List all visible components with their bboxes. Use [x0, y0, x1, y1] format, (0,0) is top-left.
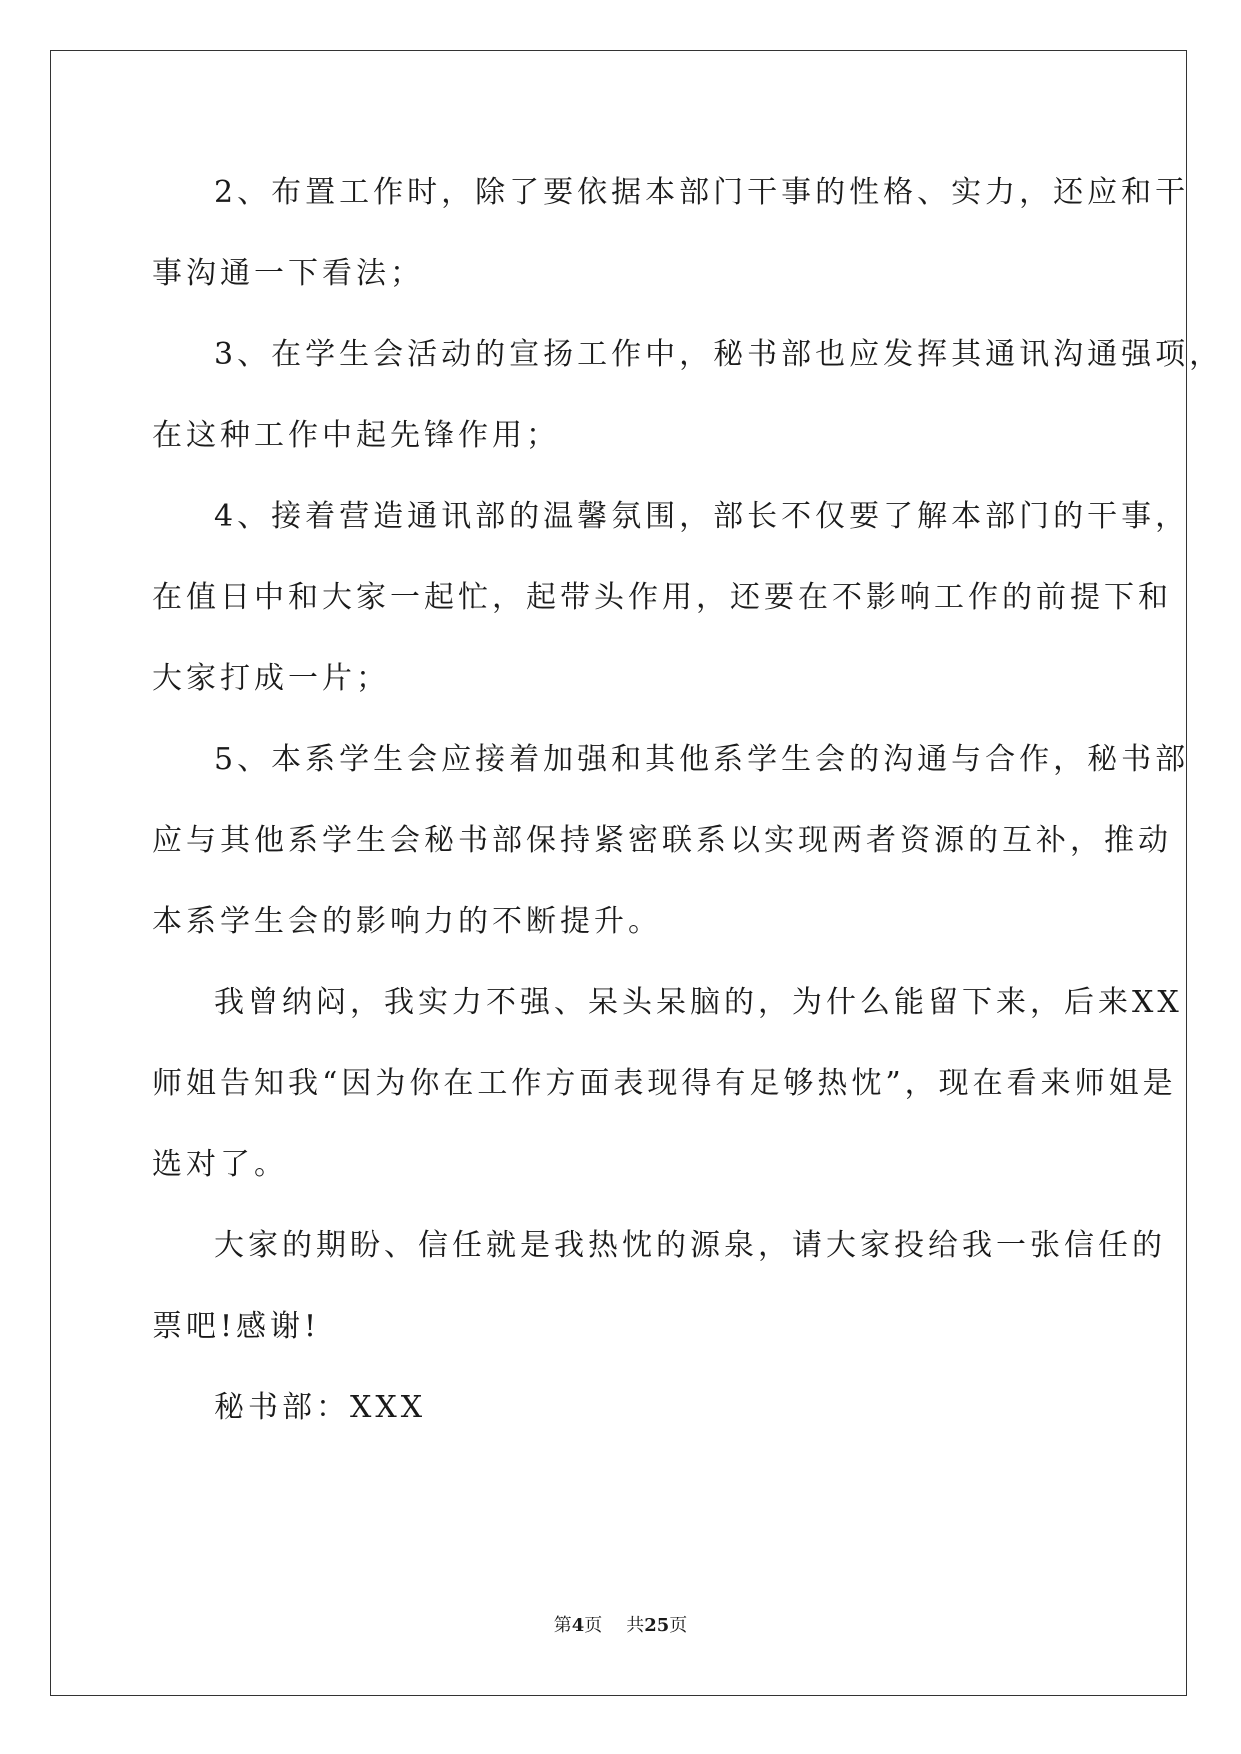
paragraph-line: 在值日中和大家一起忙，起带头作用，还要在不影响工作的前提下和: [152, 580, 1172, 615]
paragraph-line: 事沟通一下看法；: [152, 256, 424, 291]
paragraph-line: 大家的期盼、信任就是我热忱的源泉，请大家投给我一张信任的: [214, 1228, 1166, 1263]
total-label-prefix: 共: [626, 1615, 645, 1636]
total-label-suffix: 页: [669, 1615, 688, 1636]
paragraph-line: 师姐告知我“因为你在工作方面表现得有足够热忱”，现在看来师姐是: [152, 1066, 1177, 1101]
total-pages: 25: [644, 1615, 670, 1636]
paragraph-line: 应与其他系学生会秘书部保持紧密联系以实现两者资源的互补，推动: [152, 823, 1172, 858]
paragraph-line: 2、布置工作时，除了要依据本部门干事的性格、实力，还应和干: [214, 175, 1190, 210]
document-body: [152, 163, 1224, 1459]
paragraph-line: 本系学生会的影响力的不断提升。: [152, 904, 662, 939]
paragraph-line: 4、接着营造通讯部的温馨氛围，部长不仅要了解本部门的干事，: [214, 499, 1190, 534]
page-number: 4: [571, 1615, 585, 1636]
paragraph-line: 3、在学生会活动的宣扬工作中，秘书部也应发挥其通讯沟通强项，: [214, 337, 1224, 372]
page-label-prefix: 第: [553, 1615, 572, 1636]
signature-line: 秘书部：XXX: [214, 1390, 427, 1425]
paragraph-line: 选对了。: [152, 1147, 288, 1182]
page-footer: [0, 1614, 1241, 1638]
paragraph-line: 我曾纳闷，我实力不强、呆头呆脑的，为什么能留下来，后来XX: [214, 985, 1183, 1020]
paragraph-line: 票吧!感谢!: [152, 1309, 321, 1344]
page-label-suffix: 页: [584, 1615, 603, 1636]
paragraph-line: 在这种工作中起先锋作用；: [152, 418, 560, 453]
paragraph-line: 5、本系学生会应接着加强和其他系学生会的沟通与合作，秘书部: [214, 742, 1190, 777]
paragraph-line: 大家打成一片；: [152, 661, 390, 696]
